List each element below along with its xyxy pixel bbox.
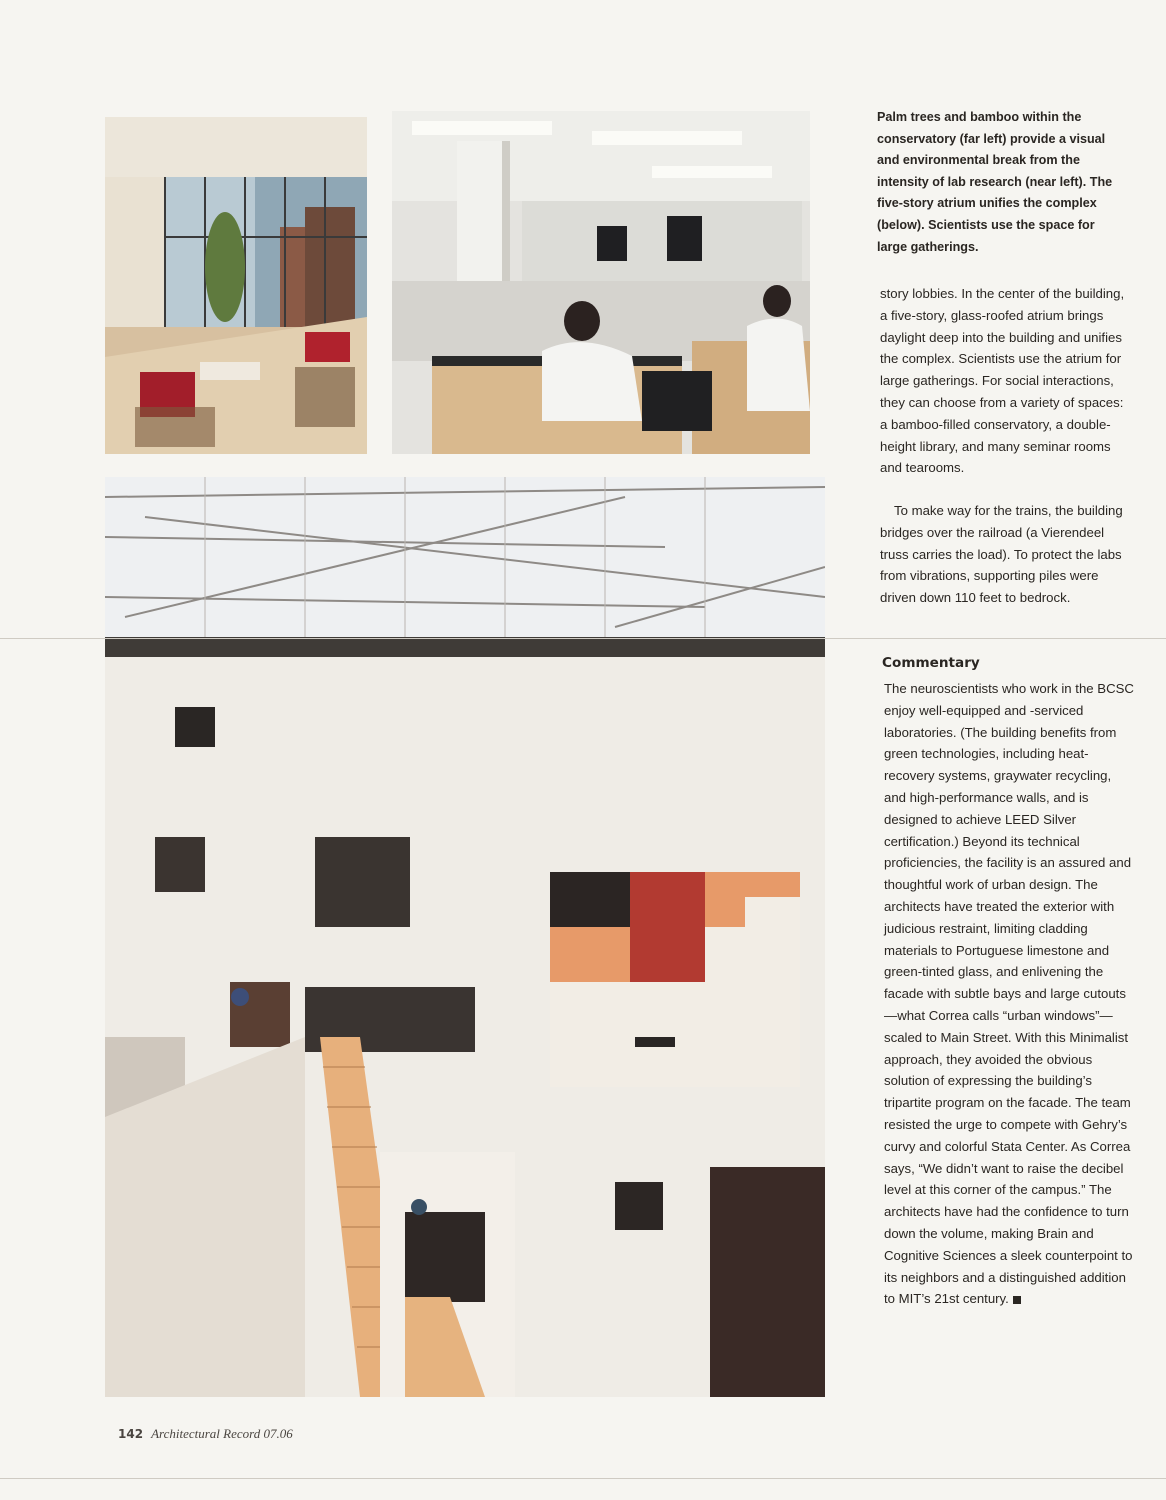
body-paragraph-1 xyxy=(880,283,1130,479)
body-paragraph-2 xyxy=(880,500,1130,609)
photo-conservatory xyxy=(105,117,367,454)
photo-caption: Palm trees and bamboo within the conservatory (far left) provide a visual and environmental break from the intensity of lab research (near left). The five-story atrium unifies the complex (below). Scientists use the space for large gatherings. xyxy=(877,110,1113,254)
body-paragraph-text: story lobbies. In the center of the building, a five-story, glass-roofed atrium brings daylight deep into the building and unifies the complex. Scientists use the atrium for large gatherings. For social interactions, they can choose from a variety of spaces: a bamboo-filled conservatory, a double-height library, and many seminar rooms and tearooms. xyxy=(880,286,1125,476)
publication-name: Architectural Record 07.06 xyxy=(151,1426,293,1441)
page-footer xyxy=(118,1426,293,1442)
end-mark-icon xyxy=(1013,1296,1021,1304)
photo-atrium xyxy=(105,477,825,1397)
page-rule xyxy=(0,1478,1166,1479)
commentary-text: The neuroscientists who work in the BCSC enjoy well-equipped and -serviced laboratories. (The building benefits from green technologies, including heat-recovery systems, graywater recycling, and high-performance walls, and is designed to achieve LEED Silver certification.) Beyond its technical proficiencies, the facility is an assured and thoughtful work of urban design. The architects have treated the exterior with judicious restraint, limiting cladding materials to Portuguese limestone and green-tinted glass, and enlivening the facade with subtle bays and large cutouts—what Correa calls “urban windows”—scaled to Main Street. With this Minimalist approach, they avoided the obvious solution of expressing the building’s tripartite program on the facade. The team resisted the urge to compete with Gehry’s curvy and colorful Stata Center. As Correa says, “We didn’t want to raise the decibel level at this corner of the campus.” The architects have had the confidence to turn down the volume, making Brain and Cognitive Sciences a sleek counterpoint to its neighbors and a distinguished addition to MIT’s 21st century. xyxy=(884,681,1134,1307)
commentary-body xyxy=(884,678,1134,1310)
commentary-heading: Commentary xyxy=(882,655,980,671)
page-number: 142 xyxy=(118,1427,144,1441)
page-rule xyxy=(0,638,1166,639)
body-paragraph-text: To make way for the trains, the building bridges over the railroad (a Vierendeel truss carries the load). To protect the labs from vibrations, supporting piles were driven down 110 feet to bedrock. xyxy=(880,503,1123,606)
photo-laboratory xyxy=(392,111,810,454)
